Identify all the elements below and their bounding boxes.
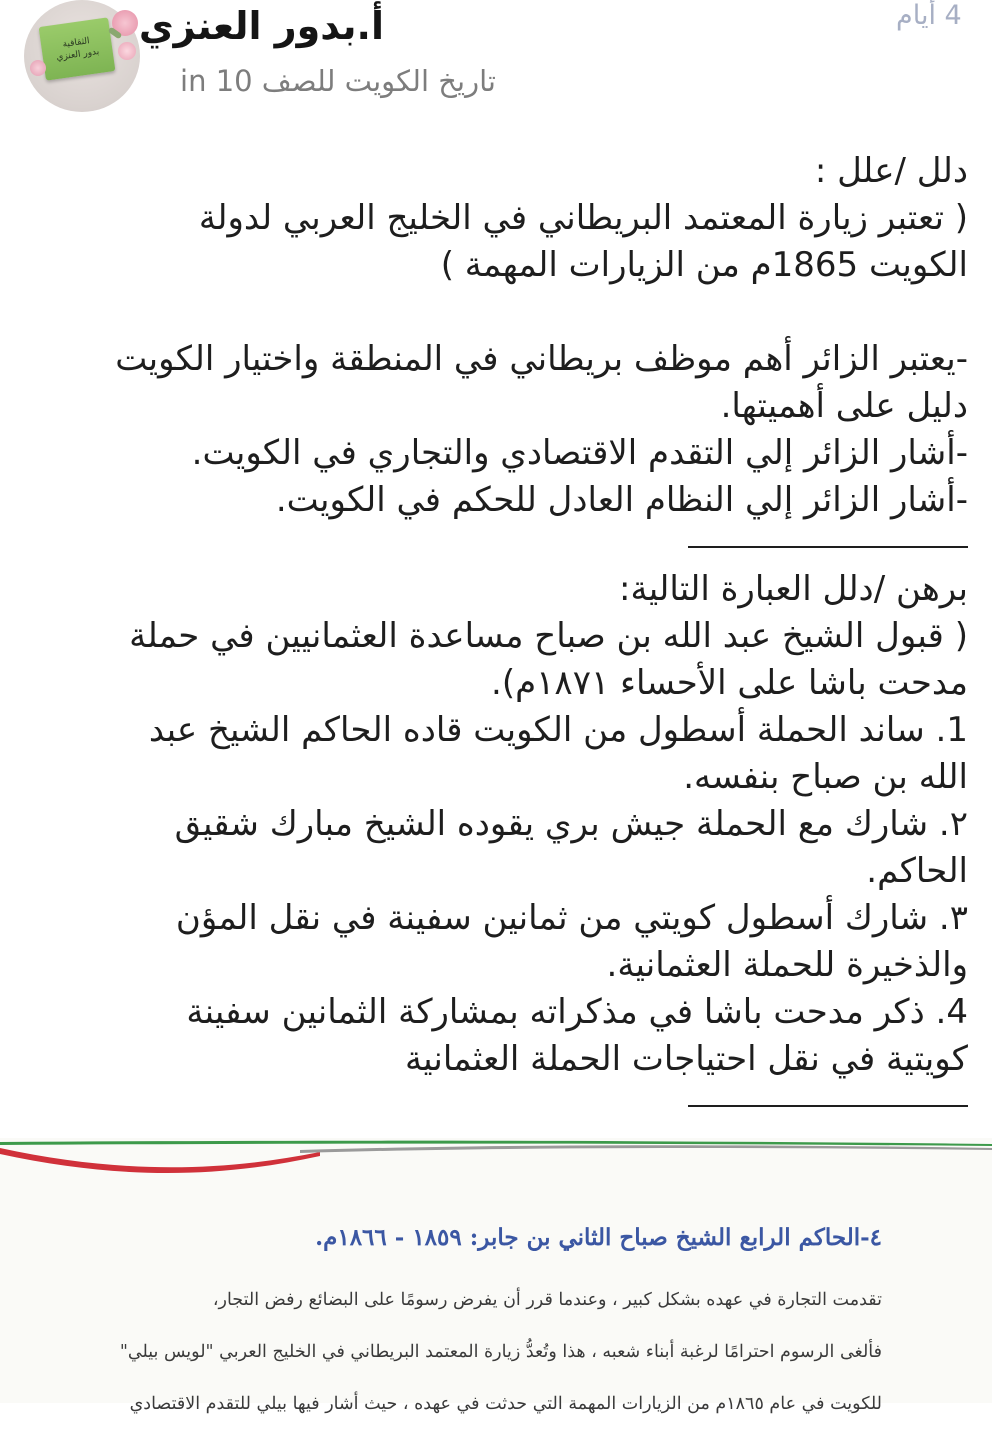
answer-text: 1. ساند الحملة أسطول من الكويت قاده الحاكم الشيخ عبد	[148, 710, 968, 750]
answer-text: -أشار الزائر إلي التقدم الاقتصادي والتجاري في الكويت.	[191, 433, 968, 473]
author-name[interactable]: أ.بدور العنزي	[138, 4, 384, 48]
question-text: الكويت 1865م من الزيارات المهمة )	[440, 245, 968, 285]
avatar-card-line2: بدور العنزي	[55, 46, 100, 63]
post-timestamp: 4 أيام	[896, 0, 962, 31]
answer-text: كويتية في نقل احتياجات الحملة العثمانية	[404, 1039, 968, 1079]
answer-text: الله بن صباح بنفسه.	[683, 757, 968, 797]
question-text: ( قبول الشيخ عبد الله بن صباح مساعدة العثمانيين في حملة	[129, 616, 968, 656]
post-category-line	[180, 64, 496, 98]
textbook-excerpt-image[interactable]	[0, 1138, 992, 1414]
answer-text: 4. ذكر مدحت باشا في مذكراته بمشاركة الثمانين سفينة	[186, 992, 968, 1032]
blank-line	[40, 289, 968, 336]
separator-line	[688, 1083, 968, 1107]
flag-band-decoration	[0, 1138, 992, 1178]
flower-decoration	[118, 42, 136, 60]
question-text: ( تعتبر زيارة المعتمد البريطاني في الخليج العربي لدولة	[198, 198, 968, 238]
book-paragraph	[72, 1274, 882, 1430]
answer-text: ٢. شارك مع الحملة جيش بري يقوده الشيخ مبارك شقيق	[174, 804, 968, 844]
avatar-card-line1: الثقافية	[62, 36, 91, 50]
book-line: تقدمت التجارة في عهده بشكل كبير ، وعندما قرر أن يفرض رسومًا على البضائع رفض التجار،	[212, 1290, 882, 1310]
post-header	[0, 0, 992, 120]
answer-text: الحاكم.	[866, 851, 968, 891]
book-line: فألغى الرسوم احترامًا لرغبة أبناء شعبه ، هذا وتُعدُّ زيارة المعتمد البريطاني في الخليج العربي "لويس بيلي"	[119, 1342, 882, 1362]
separator-line	[688, 524, 968, 548]
avatar-card	[39, 17, 116, 80]
category-link[interactable]: تاريخ الكويت للصف 10	[215, 64, 496, 98]
post-body	[40, 148, 968, 1125]
question-heading: برهن /دلل العبارة التالية:	[619, 569, 968, 609]
green-band-stroke	[0, 1141, 992, 1146]
question-text: مدحت باشا على الأحساء ١٨٧١م).	[491, 663, 968, 703]
flower-decoration	[30, 60, 46, 76]
grey-band-stroke	[300, 1145, 992, 1153]
red-band-stroke	[0, 1148, 320, 1173]
in-label: in	[180, 64, 207, 98]
avatar[interactable]	[24, 0, 140, 112]
answer-text: -أشار الزائر إلي النظام العادل للحكم في الكويت.	[275, 480, 968, 520]
answer-text: -يعتبر الزائر أهم موظف بريطاني في المنطقة واختيار الكويت	[115, 339, 968, 379]
answer-text: ٣. شارك أسطول كويتي من ثمانين سفينة في نقل المؤن	[175, 898, 968, 938]
answer-text: دليل على أهميتها.	[720, 386, 968, 426]
question-heading: دلل /علل :	[814, 151, 968, 191]
answer-text: والذخيرة للحملة العثمانية.	[606, 945, 968, 985]
book-line: للكويت في عام ١٨٦٥م من الزيارات المهمة التي حدثت في عهده ، حيث أشار فيها بيلي للتقدم الاقتصادي	[129, 1394, 882, 1414]
book-section-title: ٤-الحاكم الرابع الشيخ صباح الثاني بن جابر: ١٨٥٩ - ١٨٦٦م.	[315, 1224, 882, 1251]
